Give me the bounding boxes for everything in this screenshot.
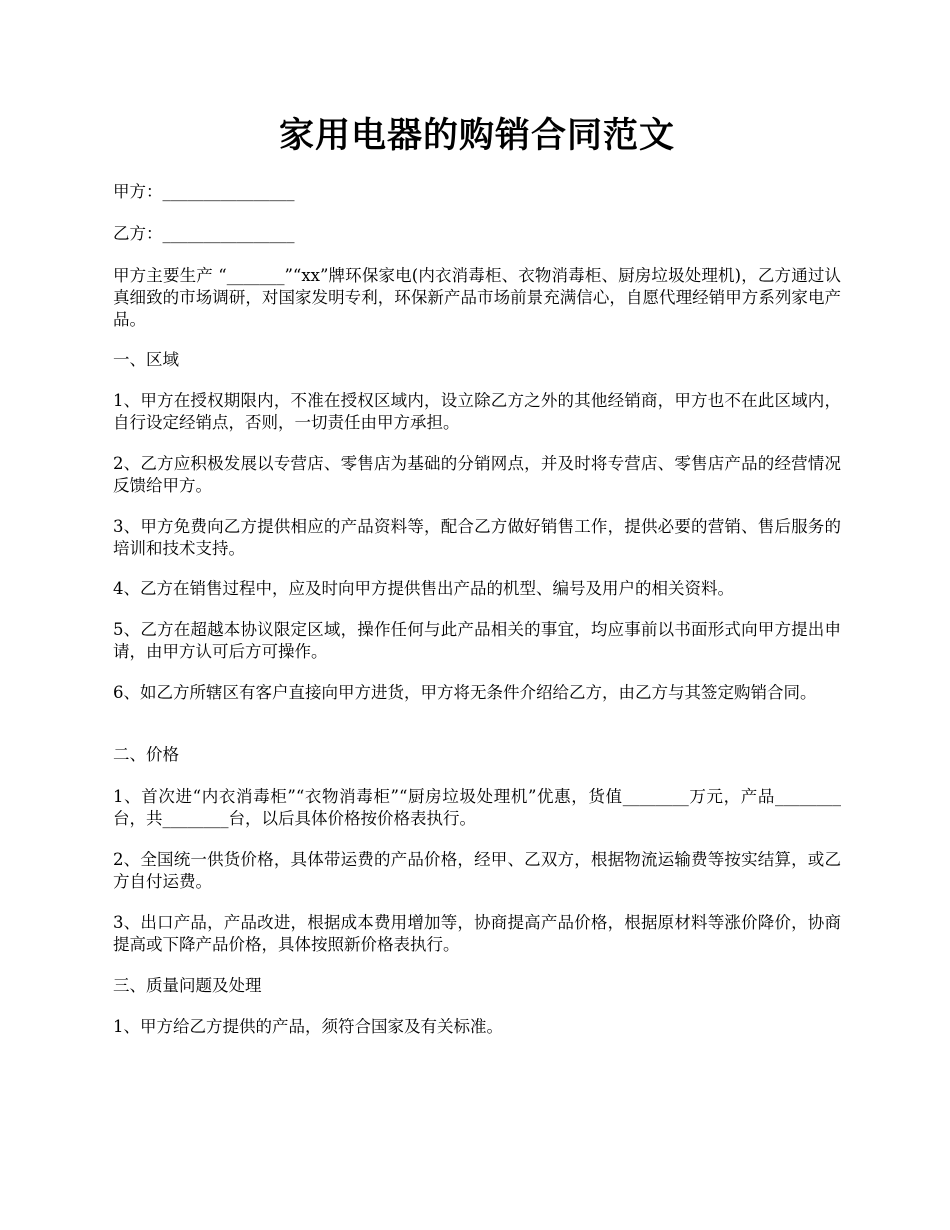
price-clause-3: 3、出口产品，产品改进，根据成本费用增加等，协商提高产品价格，根据原材料等涨价降价，协商提高或下降产品价格，具体按照新价格表执行。 xyxy=(113,913,841,954)
price-clause-2: 2、全国统一供货价格，具体带运费的产品价格，经甲、乙双方，根据物流运输费等按实结算，或乙方自付运费。 xyxy=(113,850,841,891)
price-clause-1: 1、首次进“内衣消毒柜”“衣物消毒柜”“厨房垃圾处理机”优惠，货值________万元，产品________台，共________台，以后具体价格按价格表执行。 xyxy=(113,787,841,828)
region-clause-4: 4、乙方在销售过程中，应及时向甲方提供售出产品的机型、编号及用户的相关资料。 xyxy=(113,579,734,598)
party-b-line: 乙方：________________ xyxy=(113,224,295,243)
region-clause-3: 3、甲方免费向乙方提供相应的产品资料等，配合乙方做好销售工作，提供必要的营销、售后服务的培训和技术支持。 xyxy=(113,517,841,558)
section-heading-region: 一、区域 xyxy=(113,350,179,369)
quality-clause-1: 1、甲方给乙方提供的产品，须符合国家及有关标准。 xyxy=(113,1017,503,1036)
party-a-line: 甲方：________________ xyxy=(113,182,295,201)
section-heading-price: 二、价格 xyxy=(113,745,179,764)
region-clause-6: 6、如乙方所辖区有客户直接向甲方进货，甲方将无条件介绍给乙方，由乙方与其签定购销合同。 xyxy=(113,683,817,702)
region-clause-1: 1、甲方在授权期限内，不准在授权区域内，设立除乙方之外的其他经销商，甲方也不在此区域内，自行设定经销点，否则，一切责任由甲方承担。 xyxy=(113,391,841,432)
region-clause-2: 2、乙方应积极发展以专营店、零售店为基础的分销网点，并及时将专营店、零售店产品的经营情况反馈给甲方。 xyxy=(113,454,841,495)
document-title: 家用电器的购销合同范文 xyxy=(278,115,675,156)
section-heading-quality: 三、质量问题及处理 xyxy=(113,976,262,995)
intro-paragraph: 甲方主要生产 “_______”“xx”牌环保家电(内衣消毒柜、衣物消毒柜、厨房垃圾处理机)，乙方通过认真细致的市场调研，对国家发明专利，环保新产品市场前景充满信心，自愿代理经销甲方系列家电产品。 xyxy=(113,266,841,329)
region-clause-5: 5、乙方在超越本协议限定区域，操作任何与此产品相关的事宜，均应事前以书面形式向甲方提出申请，由甲方认可后方可操作。 xyxy=(113,620,841,661)
